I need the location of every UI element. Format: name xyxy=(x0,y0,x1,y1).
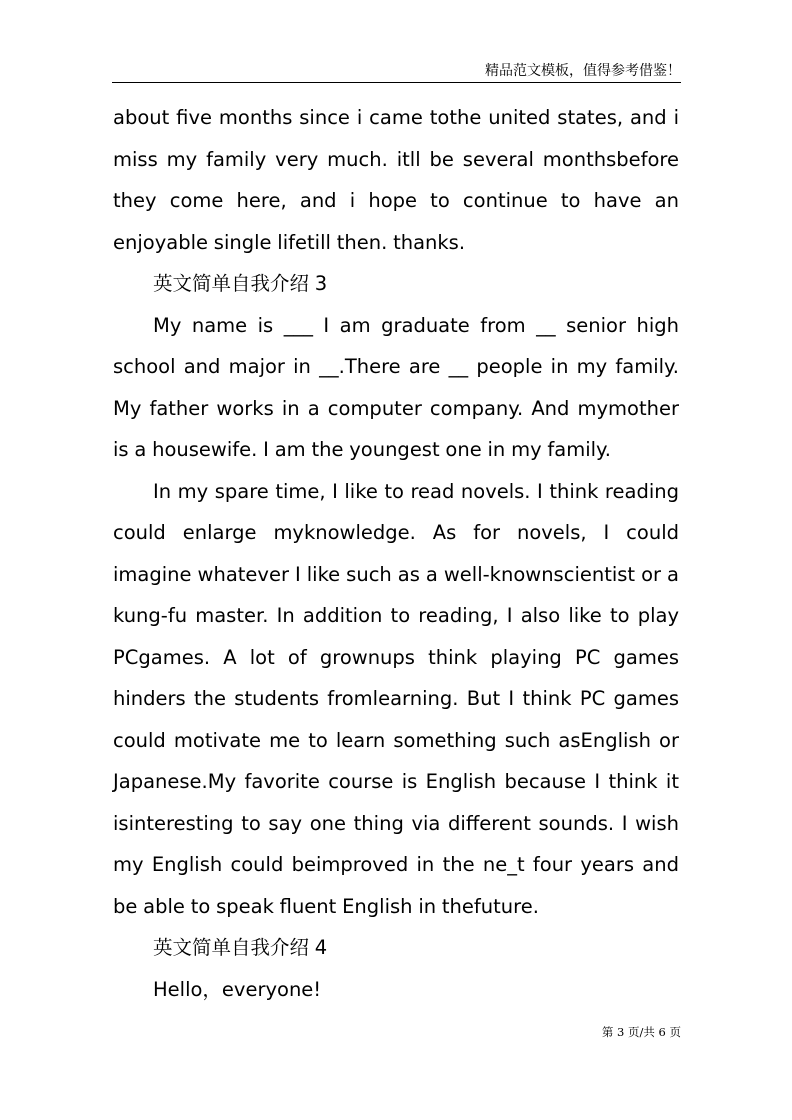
page-number-footer: 第 3 页/共 6 页 xyxy=(601,1025,681,1039)
body-paragraph: Hello，everyone! xyxy=(153,977,322,1001)
section-heading: 英文简单自我介绍 4 xyxy=(153,936,328,959)
section-heading: 英文简单自我介绍 3 xyxy=(153,272,328,295)
body-paragraph: In my spare time, I like to read novels. I think reading could enlarge myknowledge. As for novels, I could imagine whatever I like such as a well-knownscientist or a kung-fu master. In addition to reading, I also like to play PCgames. A lot of grownups think playing PC games hinders the students fromlearning. But I think PC games could motivate me to learn something such asEnglish or Japanese.My favorite course is English because I think it isinteresting to say one thing via different sounds. I wish my English could beimproved in the ne_t four years and be able to speak fluent English in thefuture. xyxy=(113,479,679,918)
header-divider xyxy=(112,82,681,83)
page-header-text: 精品范文模板，值得参考借鉴！ xyxy=(485,63,681,79)
body-paragraph: My name is ___ I am graduate from __ senior high school and major in __.There are __ people in my family. My father works in a computer company. And mymother is a housewife. I am the youngest one in my family. xyxy=(113,313,679,461)
body-paragraph: about five months since i came tothe united states, and i miss my family very much. itll be several monthsbefore they come here, and i hope to continue to have an enjoyable single lifetill then. thanks. xyxy=(113,106,679,254)
document-body xyxy=(113,97,679,1010)
